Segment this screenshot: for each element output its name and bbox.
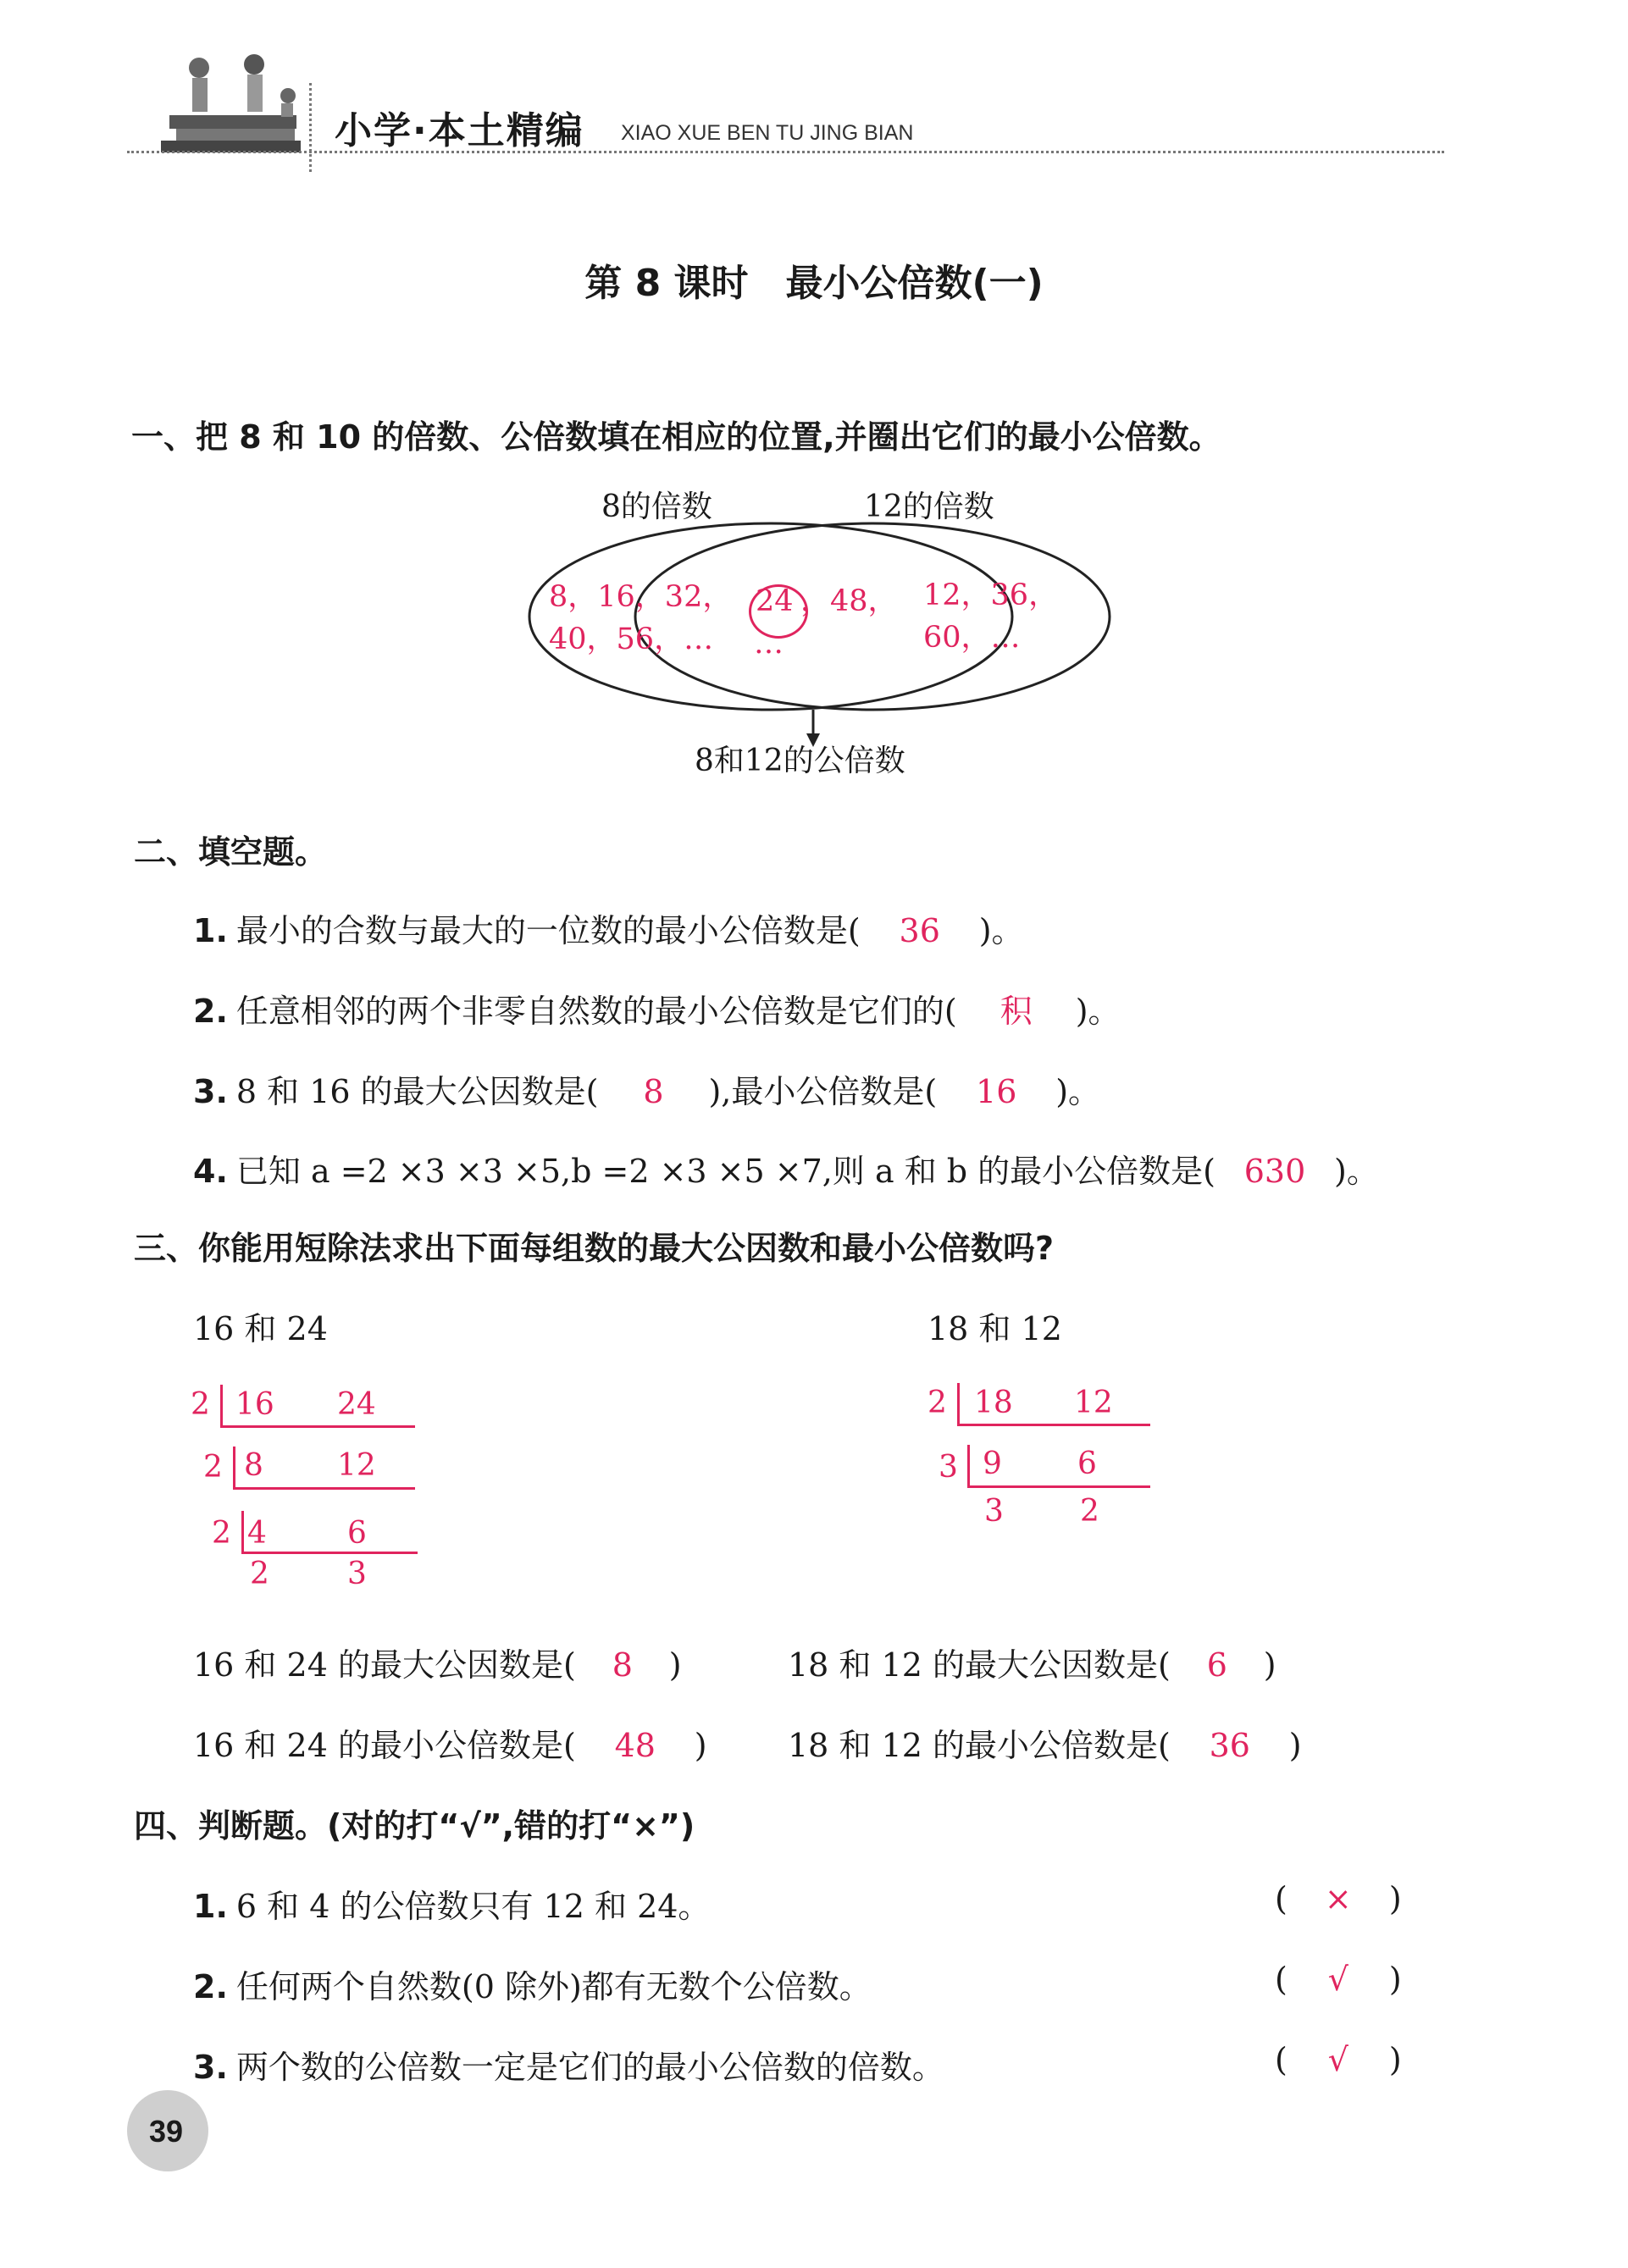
div-right-d1: 2 bbox=[928, 1386, 947, 1420]
venn-left-line1: 8，16，32， bbox=[549, 580, 733, 614]
fill-question-1: 1. 最小的合数与最大的一位数的最小公倍数是( 36 )。 bbox=[193, 912, 1024, 949]
gcf-left-answer: 8 bbox=[612, 1646, 633, 1684]
div-left-d1: 2 bbox=[191, 1387, 210, 1422]
answer-2: 积 bbox=[1000, 993, 1033, 1030]
judge-item-1: 1. 6 和 4 的公倍数只有 12 和 24。 bbox=[193, 1888, 711, 1925]
header-dotted-rule bbox=[127, 151, 1444, 153]
div-left-q2: 3 bbox=[347, 1557, 367, 1591]
fill-question-3: 3. 8 和 16 的最大公因数是( 8 ),最小公倍数是( 16 )。 bbox=[193, 1073, 1101, 1110]
div-left-bar2 bbox=[233, 1447, 235, 1487]
short-division-right bbox=[923, 1379, 1160, 1548]
venn-mid-line1: ，48， bbox=[800, 584, 898, 618]
short-division-left bbox=[186, 1380, 424, 1601]
div-right-bar2 bbox=[967, 1445, 970, 1485]
div-left-d3: 2 bbox=[212, 1516, 231, 1551]
left-group-heading: 16 和 24 bbox=[193, 1310, 328, 1347]
lcm-left: 16 和 24 的最小公倍数是( 48 ) bbox=[193, 1727, 707, 1764]
lesson-title: 第 8 课时 最小公倍数(一) bbox=[584, 262, 1044, 305]
header-divider bbox=[309, 83, 312, 172]
gcf-right: 18 和 12 的最大公因数是( 6 ) bbox=[788, 1646, 1276, 1684]
judge-item-3: 3. 两个数的公倍数一定是它们的最小公倍数的倍数。 bbox=[193, 2049, 944, 2086]
lcm-right-answer: 36 bbox=[1209, 1727, 1250, 1764]
div-left-q1: 2 bbox=[250, 1557, 269, 1591]
div-left-a1: 16 bbox=[235, 1387, 274, 1422]
venn-right-label: 12的倍数 bbox=[864, 490, 994, 524]
page-number-badge bbox=[127, 2090, 208, 2171]
judge-answer-2: ( √ ) bbox=[1275, 1961, 1402, 1998]
div-right-d2: 3 bbox=[939, 1450, 958, 1485]
header-brand-en: XIAO XUE BEN TU JING BIAN bbox=[621, 121, 914, 145]
answer-1: 36 bbox=[899, 912, 940, 949]
div-right-rule1 bbox=[957, 1424, 1150, 1426]
gcf-right-answer: 6 bbox=[1206, 1646, 1227, 1684]
judge-answer-1: ( × ) bbox=[1275, 1880, 1402, 1917]
section3-title: 三、你能用短除法求出下面每组数的最大公因数和最小公倍数吗? bbox=[134, 1230, 1055, 1267]
fill-question-2: 2. 任意相邻的两个非零自然数的最小公倍数是它们的( 积 )。 bbox=[193, 985, 1121, 1032]
gcf-left: 16 和 24 的最大公因数是( 8 ) bbox=[193, 1646, 682, 1684]
div-right-b2: 6 bbox=[1077, 1447, 1097, 1481]
div-left-rule2 bbox=[233, 1487, 415, 1490]
fill-question-4: 4. 已知 a =2 ×3 ×3 ×5,b =2 ×3 ×5 ×7,则 a 和 b 的最小公倍数是( 630 )。 bbox=[193, 1153, 1379, 1190]
div-right-a1: 18 bbox=[974, 1386, 1013, 1420]
div-right-rule2 bbox=[967, 1485, 1150, 1488]
div-left-bar1 bbox=[220, 1385, 223, 1425]
div-right-bar1 bbox=[957, 1383, 960, 1424]
answer-4: 630 bbox=[1243, 1153, 1306, 1190]
venn-left-line2: 40，56，… bbox=[549, 622, 714, 656]
header-brand-cn: 小学·本土精编 bbox=[335, 109, 584, 152]
right-group-heading: 18 和 12 bbox=[928, 1310, 1062, 1347]
venn-right-line2: 60，… bbox=[923, 621, 1021, 655]
judge-answer-3: ( √ ) bbox=[1275, 2041, 1402, 2078]
venn-right-line1: 12，36， bbox=[923, 578, 1059, 612]
venn-bottom-label: 8和12的公倍数 bbox=[695, 744, 905, 778]
section1-title: 一、把 8 和 10 的倍数、公倍数填在相应的位置,并圈出它们的最小公倍数。 bbox=[131, 418, 1221, 456]
div-left-b3: 6 bbox=[347, 1516, 367, 1551]
judge-item-2: 2. 任何两个自然数(0 除外)都有无数个公倍数。 bbox=[193, 1968, 872, 2005]
div-left-d2: 2 bbox=[203, 1450, 223, 1485]
div-left-b1: 24 bbox=[337, 1387, 376, 1422]
div-right-q2: 2 bbox=[1080, 1494, 1099, 1529]
div-left-a2: 8 bbox=[244, 1448, 263, 1483]
div-right-q1: 3 bbox=[984, 1494, 1004, 1529]
lcm-right: 18 和 12 的最小公倍数是( 36 ) bbox=[788, 1727, 1302, 1764]
header-illustration-icon bbox=[152, 49, 313, 159]
div-left-a3: 4 bbox=[247, 1516, 267, 1551]
div-right-b1: 12 bbox=[1074, 1386, 1113, 1420]
section4-title: 四、判断题。(对的打“√”,错的打“×”) bbox=[134, 1807, 695, 1845]
venn-left-label: 8的倍数 bbox=[601, 490, 712, 524]
div-right-a2: 9 bbox=[983, 1447, 1002, 1481]
answer-3a: 8 bbox=[643, 1073, 664, 1110]
answer-3b: 16 bbox=[976, 1073, 1017, 1110]
lcm-left-answer: 48 bbox=[614, 1727, 656, 1764]
page-number: 39 bbox=[149, 2114, 184, 2149]
div-left-bar3 bbox=[241, 1511, 244, 1552]
venn-mid-line2: … bbox=[754, 627, 784, 661]
div-left-rule3 bbox=[241, 1552, 418, 1554]
venn-mid-circled: 24 bbox=[756, 584, 794, 618]
div-left-b2: 12 bbox=[337, 1448, 376, 1483]
div-left-rule1 bbox=[220, 1425, 415, 1428]
section2-title: 二、填空题。 bbox=[134, 833, 328, 871]
